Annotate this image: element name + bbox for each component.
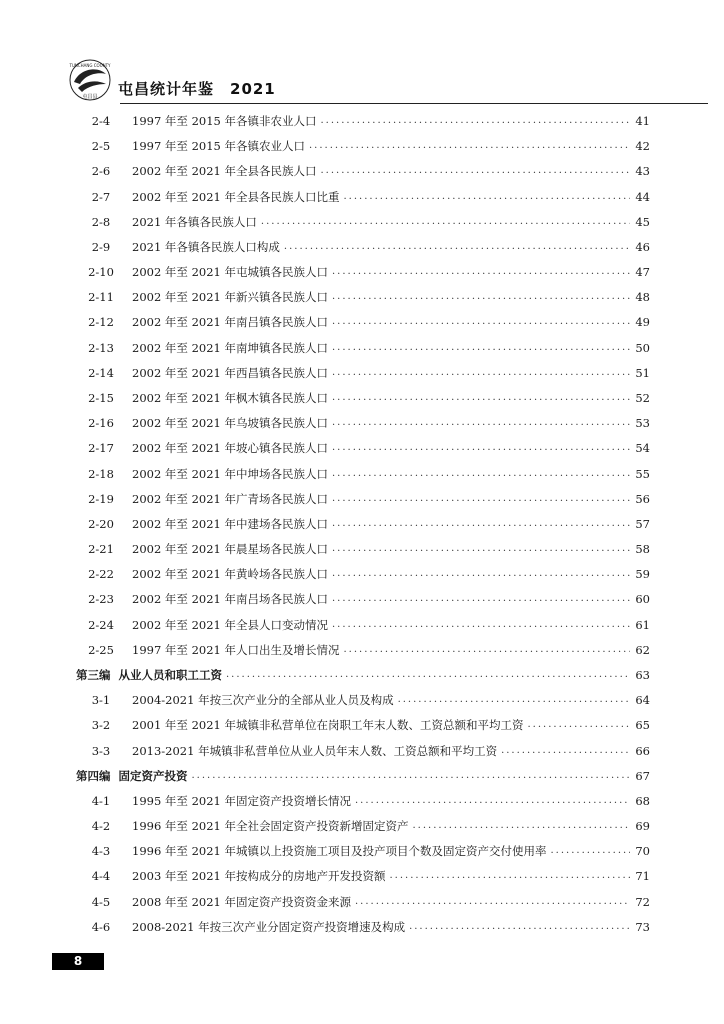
toc-entry[interactable] — [70, 312, 650, 332]
toc-entry-page: 47 — [635, 265, 650, 280]
logo-text-bottom: 屯昌县 — [82, 94, 98, 100]
toc-entry-number: 2-24 — [88, 617, 114, 632]
dot-leader — [344, 190, 631, 204]
dot-leader — [551, 844, 631, 858]
toc-entry-title: 2002 年至 2021 年新兴镇各民族人口 — [132, 290, 328, 305]
toc-entry-number: 4-4 — [91, 869, 111, 884]
toc-section-entry[interactable] — [70, 665, 650, 685]
toc-entry-number: 4-3 — [91, 844, 111, 859]
toc-entry-number: 3-2 — [91, 718, 111, 733]
toc-entry-page: 60 — [635, 592, 650, 607]
toc-entry-page: 68 — [635, 793, 650, 808]
toc-entry[interactable] — [70, 866, 650, 886]
toc-entry-number: 2-18 — [88, 466, 114, 481]
toc-entry-title: 2002 年至 2021 年全县各民族人口 — [132, 164, 317, 179]
dot-leader — [528, 718, 631, 732]
toc-entry-page: 54 — [635, 441, 650, 456]
toc-entry-number: 2-22 — [88, 567, 114, 582]
dot-leader — [332, 290, 630, 304]
dot-leader — [332, 441, 630, 455]
toc-entry-number: 第三编 — [76, 667, 111, 682]
dot-leader — [321, 114, 631, 128]
toc-entry[interactable] — [70, 187, 650, 207]
toc-entry-title: 2002 年至 2021 年坡心镇各民族人口 — [132, 441, 328, 456]
dot-leader — [192, 769, 631, 783]
dot-leader — [355, 895, 630, 909]
toc-entry-page: 71 — [635, 869, 650, 884]
dot-leader — [332, 592, 630, 606]
dot-leader — [332, 416, 630, 430]
dot-leader — [321, 164, 631, 178]
toc-entry-title: 2021 年各镇各民族人口构成 — [132, 239, 280, 254]
toc-entry-page: 64 — [635, 693, 650, 708]
toc-entry-number: 3-3 — [91, 743, 111, 758]
toc-entry-number: 2-6 — [91, 164, 111, 179]
toc-entry-page: 42 — [635, 139, 650, 154]
dot-leader — [332, 567, 630, 581]
toc-entry-title: 2002 年至 2021 年黄岭场各民族人口 — [132, 567, 328, 582]
toc-entry-title: 2002 年至 2021 年乌坡镇各民族人口 — [132, 416, 328, 431]
toc-entry-title: 2002 年至 2021 年枫木镇各民族人口 — [132, 390, 328, 405]
toc-entry[interactable] — [70, 589, 650, 609]
dot-leader — [226, 668, 630, 682]
toc-entry-page: 70 — [635, 844, 650, 859]
dot-leader — [284, 240, 630, 254]
toc-entry[interactable] — [70, 363, 650, 383]
dot-leader — [409, 920, 630, 934]
toc-entry-title: 固定资产投资 — [118, 768, 188, 783]
toc-entry-number: 2-9 — [91, 239, 111, 254]
toc-entry-title: 2002 年至 2021 年全县人口变动情况 — [132, 617, 328, 632]
toc-entry-number: 2-20 — [88, 516, 114, 531]
toc-entry-page: 66 — [635, 743, 650, 758]
dot-leader — [332, 542, 630, 556]
toc-entry-page: 45 — [635, 214, 650, 229]
toc-entry-page: 52 — [635, 390, 650, 405]
toc-entry-page: 67 — [635, 768, 650, 783]
toc-entry-number: 2-15 — [88, 390, 114, 405]
toc-entry[interactable] — [70, 338, 650, 358]
toc-entry-title: 2002 年至 2021 年晨星场各民族人口 — [132, 542, 328, 557]
toc-entry-page: 56 — [635, 491, 650, 506]
toc-entry-page: 65 — [635, 718, 650, 733]
toc-entry-number: 2-21 — [88, 542, 114, 557]
toc-entry[interactable] — [70, 161, 650, 181]
dot-leader — [413, 819, 631, 833]
toc-entry-title: 从业人员和职工工资 — [118, 667, 222, 682]
toc-entry-page: 61 — [635, 617, 650, 632]
dot-leader — [332, 618, 630, 632]
toc-entry[interactable] — [70, 841, 650, 861]
toc-entry-page: 49 — [635, 315, 650, 330]
toc-entry-title: 2002 年至 2021 年中坤场各民族人口 — [132, 466, 328, 481]
toc-entry-title: 1997 年至 2021 年人口出生及增长情况 — [132, 642, 340, 657]
toc-entry[interactable] — [70, 917, 650, 937]
toc-entry-page: 48 — [635, 290, 650, 305]
dot-leader — [309, 139, 630, 153]
toc-entry-page: 46 — [635, 239, 650, 254]
toc-entry-page: 53 — [635, 416, 650, 431]
dot-leader — [344, 643, 631, 657]
page-number-box — [52, 953, 104, 970]
toc-entry[interactable] — [70, 212, 650, 232]
toc-entry-title: 2002 年至 2021 年全县各民族人口比重 — [132, 189, 340, 204]
toc-entry[interactable] — [70, 388, 650, 408]
toc-entry-page: 43 — [635, 164, 650, 179]
toc-entry[interactable] — [70, 816, 650, 836]
toc-entry-title: 2002 年至 2021 年南坤镇各民族人口 — [132, 340, 328, 355]
dot-leader — [332, 492, 630, 506]
toc-entry[interactable] — [70, 615, 650, 635]
toc-entry-title: 2002 年至 2021 年屯城镇各民族人口 — [132, 265, 328, 280]
toc-entry-title: 2004-2021 年按三次产业分的全部从业人员及构成 — [132, 693, 394, 708]
toc-entry-page: 58 — [635, 542, 650, 557]
toc-entry-page: 72 — [635, 894, 650, 909]
toc-entry-title: 2021 年各镇各民族人口 — [132, 214, 257, 229]
toc-entry-number: 2-7 — [91, 189, 111, 204]
toc-entry-title: 2002 年至 2021 年西昌镇各民族人口 — [132, 365, 328, 380]
toc-entry-number: 4-2 — [91, 819, 111, 834]
toc-entry-number: 2-16 — [88, 416, 114, 431]
toc-entry-number: 2-13 — [88, 340, 114, 355]
dot-leader — [332, 517, 630, 531]
toc-entry[interactable] — [70, 741, 650, 761]
toc-entry-page: 62 — [635, 642, 650, 657]
toc-entry-title: 2001 年至 2021 年城镇非私营单位在岗职工年末人数、工资总额和平均工资 — [132, 718, 524, 733]
dot-leader — [332, 366, 630, 380]
toc-entry-number: 2-14 — [88, 365, 114, 380]
toc-entry-number: 2-11 — [88, 290, 114, 305]
toc-entry-number: 4-6 — [91, 919, 111, 934]
toc-entry-page: 51 — [635, 365, 650, 380]
toc-entry[interactable] — [70, 791, 650, 811]
dot-leader — [390, 869, 631, 883]
toc-entry-title: 1996 年至 2021 年城镇以上投资施工项目及投产项目个数及固定资产交付使用率 — [132, 844, 547, 859]
toc-entry[interactable] — [70, 892, 650, 912]
toc-entry[interactable] — [70, 489, 650, 509]
toc-entry-title: 2008 年至 2021 年固定资产投资资金来源 — [132, 894, 351, 909]
toc-entry-number: 2-10 — [88, 265, 114, 280]
dot-leader — [332, 315, 630, 329]
toc-entry-title: 2002 年至 2021 年南吕镇各民族人口 — [132, 315, 328, 330]
toc-entry[interactable] — [70, 564, 650, 584]
toc-entry-title: 2008-2021 年按三次产业分固定资产投资增速及构成 — [132, 919, 406, 934]
toc-entry[interactable] — [70, 464, 650, 484]
toc-entry-page: 50 — [635, 340, 650, 355]
toc-entry-page: 69 — [635, 819, 650, 834]
toc-entry[interactable] — [70, 111, 650, 131]
toc-entry-page: 44 — [635, 189, 650, 204]
toc-entry-number: 2-8 — [91, 214, 111, 229]
dot-leader — [332, 391, 630, 405]
toc-entry-page: 41 — [635, 114, 650, 128]
toc-entry-number: 第四编 — [76, 768, 111, 783]
toc-entry[interactable] — [70, 287, 650, 307]
page-header — [68, 58, 708, 108]
toc-entry-number: 2-19 — [88, 491, 114, 506]
toc-entry-page: 63 — [635, 667, 650, 682]
page-number: 8 — [73, 954, 83, 968]
toc-entry-title: 2002 年至 2021 年中建场各民族人口 — [132, 516, 328, 531]
toc-entry-title: 2002 年至 2021 年广青场各民族人口 — [132, 491, 328, 506]
toc-entry-page: 55 — [635, 466, 650, 481]
toc-entry-title: 1997 年至 2015 年各镇农业人口 — [132, 139, 305, 154]
dot-leader — [398, 693, 630, 707]
toc-entry-title: 2013-2021 年城镇非私营单位从业人员年末人数、工资总额和平均工资 — [132, 743, 498, 758]
toc-entry-number: 2-23 — [88, 592, 114, 607]
toc-entry-title: 1996 年至 2021 年全社会固定资产投资新增固定资产 — [132, 819, 409, 834]
toc-entry-title: 2002 年至 2021 年南吕场各民族人口 — [132, 592, 328, 607]
toc-entry-title: 1997 年至 2015 年各镇非农业人口 — [132, 114, 317, 128]
dot-leader — [332, 265, 630, 279]
toc-entry[interactable] — [70, 136, 650, 156]
dot-leader — [501, 744, 630, 758]
toc-entry-number: 2-12 — [88, 315, 114, 330]
toc-entry[interactable] — [70, 262, 650, 282]
toc-entry-number: 2-17 — [88, 441, 114, 456]
county-logo-icon — [68, 58, 112, 102]
toc-entry-page: 57 — [635, 516, 650, 531]
toc-entry-number: 4-1 — [91, 793, 111, 808]
toc-entry-title: 1995 年至 2021 年固定资产投资增长情况 — [132, 793, 351, 808]
toc-entry[interactable] — [70, 438, 650, 458]
toc-entry[interactable] — [70, 237, 650, 257]
toc-entry[interactable] — [70, 690, 650, 710]
toc-entry-number: 2-5 — [91, 139, 111, 154]
dot-leader — [332, 341, 630, 355]
toc-entry[interactable] — [70, 715, 650, 735]
dot-leader — [355, 794, 630, 808]
toc-section-entry[interactable] — [70, 766, 650, 786]
toc-entry[interactable] — [70, 413, 650, 433]
toc-entry[interactable] — [70, 539, 650, 559]
logo-text-top: TUNCHANG COUNTY — [69, 63, 111, 68]
toc-entry-number: 3-1 — [91, 693, 111, 708]
toc-entry-number: 4-5 — [91, 894, 111, 909]
toc-entry-page: 73 — [635, 919, 650, 934]
header-rule — [120, 103, 708, 104]
toc-entry[interactable] — [70, 640, 650, 660]
dot-leader — [332, 467, 630, 481]
book-title: 屯昌统计年鉴 2021 — [118, 80, 276, 98]
toc-entry[interactable] — [70, 514, 650, 534]
toc-entry-page: 59 — [635, 567, 650, 582]
toc-entry-number: 2-25 — [88, 642, 114, 657]
toc-entry-title: 2003 年至 2021 年按构成分的房地产开发投资额 — [132, 869, 386, 884]
dot-leader — [261, 215, 630, 229]
toc-entry-number: 2-4 — [91, 114, 111, 128]
